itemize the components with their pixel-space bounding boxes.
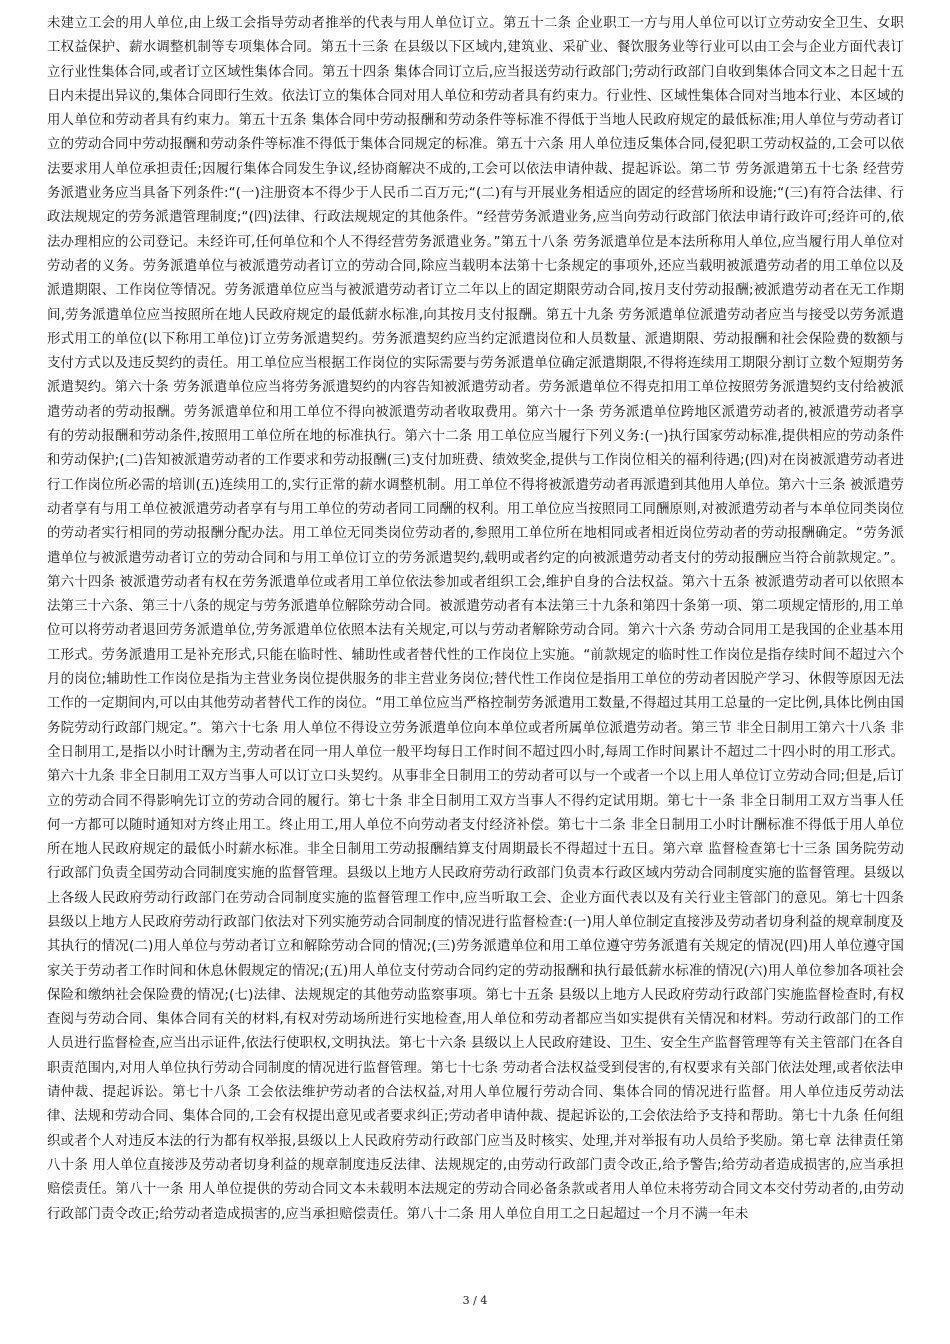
document-body-text: 未建立工会的用人单位,由上级工会指导劳动者推举的代表与用人单位订立。第五十二条 企业职工一方与用人单位可以订立劳动安全卫生、女职工权益保护、薪水调整机制等专项集体合同。第五十三条 在县级以下区域内,建筑业、采矿业、餐饮服务业等行业可以由工会与企业方面代表订立行业性集体合同,或者订立区域性集体合同。第五十四条 集体合同订立后,应当报送劳动行政部门;劳动行政部门自收到集体合同文本之日起十五日内未提出异议的,集体合同即行生效。依法订立的集体合同对用人单位和劳动者具有约束力。行业性、区域性集体合同对当地本行业、本区域的用人单位和劳动者具有约束力。第五十五条 集体合同中劳动报酬和劳动条件等标准不得低于当地人民政府规定的最低标准;用人单位与劳动者订立的劳动合同中劳动报酬和劳动条件等标准不得低于集体合同规定的标准。第五十六条 用人单位违反集体合同,侵犯职工劳动权益的,工会可以依法要求用人单位承担责任;因履行集体合同发生争议,经协商解决不成的,工会可以依法申请仲裁、提起诉讼。第二节 劳务派遣第五十七条 经营劳务派遣业务应当具备下列条件:“(一)注册资本不得少于人民币二百万元;“(二)有与开展业务相适应的固定的经营场所和设施;“(三)有符合法律、行政法规规定的劳务派遣管理制度;“(四)法律、行政法规规定的其他条件。“经营劳务派遣业务,应当向劳动行政部门依法申请行政许可;经许可的,依法办理相应的公司登记。未经许可,任何单位和个人不得经营劳务派遣业务。”第五十八条 劳务派遣单位是本法所称用人单位,应当履行用人单位对劳动者的义务。劳务派遣单位与被派遣劳动者订立的劳动合同,除应当载明本法第十七条规定的事项外,还应当载明被派遣劳动者的用工单位以及派遣期限、工作岗位等情况。劳务派遣单位应当与被派遣劳动者订立二年以上的固定期限劳动合同,按月支付劳动报酬;被派遣劳动者在无工作期间,劳务派遣单位应当按照所在地人民政府规定的最低薪水标准,向其按月支付报酬。第五十九条 劳务派遣单位派遣劳动者应当与接受以劳务派遣形式用工的单位(以下称用工单位)订立劳务派遣契约。劳务派遣契约应当约定派遣岗位和人员数量、派遣期限、劳动报酬和社会保险费的数额与支付方式以及违反契约的责任。用工单位应当根据工作岗位的实际需要与劳务派遣单位确定派遣期限,不得将连续用工期限分割订立数个短期劳务派遣契约。第六十条 劳务派遣单位应当将劳务派遣契约的内容告知被派遣劳动者。劳务派遣单位不得克扣用工单位按照劳务派遣契约支付给被派遣劳动者的劳动报酬。劳务派遣单位和用工单位不得向被派遣劳动者收取费用。第六十一条 劳务派遣单位跨地区派遣劳动者的,被派遣劳动者享有的劳动报酬和劳动条件,按照用工单位所在地的标准执行。第六十二条 用工单位应当履行下列义务:(一)执行国家劳动标准,提供相应的劳动条件和劳动保护;(二)告知被派遣劳动者的工作要求和劳动报酬(三)支付加班费、绩效奖金,提供与工作岗位相关的福利待遇;(四)对在岗被派遣劳动者进行工作岗位所必需的培训(五)连续用工的,实行正常的薪水调整机制。用工单位不得将被派遣劳动者再派遣到其他用人单位。第六十三条 被派遣劳动者享有与用工单位被派遣劳动者享有与用工单位的劳动者同工同酬的权利。用工单位应当按照同工同酬原则,对被派遣劳动者与本单位同类岗位的劳动者实行相同的劳动报酬分配办法。用工单位无同类岗位劳动者的,参照用工单位所在地相同或者相近岗位劳动者的劳动报酬确定。“劳务派遣单位与被派遣劳动者订立的劳动合同和与用工单位订立的劳务派遣契约,载明或者约定的向被派遣劳动者支付的劳动报酬应当符合前款规定。”。第六十四条 被派遣劳动者有权在劳务派遣单位或者用工单位依法参加或者组织工会,维护自身的合法权益。第六十五条 被派遣劳动者可以依照本法第三十六条、第三十八条的规定与劳务派遣单位解除劳动合同。被派遣劳动者有本法第三十九条和第四十条第一项、第二项规定情形的,用工单位可以将劳动者退回劳务派遣单位,劳务派遣单位依照本法有关规定,可以与劳动者解除劳动合同。第六十六条 劳动合同用工是我国的企业基本用工形式。劳务派遣用工是补充形式,只能在临时性、辅助性或者替代性的工作岗位上实施。“前款规定的临时性工作岗位是指存续时间不超过六个月的岗位;辅助性工作岗位是指为主营业务岗位提供服务的非主营业务岗位;替代性工作岗位是指用工单位的劳动者因脱产学习、休假等原因无法工作的一定期间内,可以由其他劳动者替代工作的岗位。“用工单位应当严格控制劳务派遣用工数量,不得超过其用工总量的一定比例,具体比例由国务院劳动行政部门规定。”。第六十七条 用人单位不得设立劳务派遣单位向本单位或者所属单位派遣劳动者。第三节 非全日制用工第六十八条 非全日制用工,是指以小时计酬为主,劳动者在同一用人单位一般平均每日工作时间不超过四小时,每周工作时间累计不超过二十四小时的用工形式。第六十九条 非全日制用工双方当事人可以订立口头契约。从事非全日制用工的劳动者可以与一个或者一个以上用人单位订立劳动合同;但是,后订立的劳动合同不得影响先订立的劳动合同的履行。第七十条 非全日制用工双方当事人不得约定试用期。第七十一条 非全日制用工双方当事人任何一方都可以随时通知对方终止用工。终止用工,用人单位不向劳动者支付经济补偿。第七十二条 非全日制用工小时计酬标准不得低于用人单位所在地人民政府规定的最低小时薪水标准。非全日制用工劳动报酬结算支付周期最长不得超过十五日。第六章 监督检查第七十三条 国务院劳动行政部门负责全国劳动合同制度实施的监督管理。县级以上地方人民政府劳动行政部门负责本行政区域内劳动合同制度实施的监督管理。县级以上各级人民政府劳动行政部门在劳动合同制度实施的监督管理工作中,应当听取工会、企业方面代表以及有关行业主管部门的意见。第七十四条 县级以上地方人民政府劳动行政部门依法对下列实施劳动合同制度的情况进行监督检查:(一)用人单位制定直接涉及劳动者切身利益的规章制度及其执行的情况(二)用人单位与劳动者订立和解除劳动合同的情况;(三)劳务派遣单位和用工单位遵守劳务派遣有关规定的情况(四)用人单位遵守国家关于劳动者工作时间和休息休假规定的情况;(五)用人单位支付劳动合同约定的劳动报酬和执行最低薪水标准的情况(六)用人单位参加各项社会保险和缴纳社会保险费的情况;(七)法律、法规规定的其他劳动监察事项。第七十五条 县级以上地方人民政府劳动行政部门实施监督检查时,有权查阅与劳动合同、集体合同有关的材料,有权对劳动场所进行实地检查,用人单位和劳动者都应当如实提供有关情况和材料。劳动行政部门的工作人员进行监督检查,应当出示证件,依法行使职权,文明执法。第七十六条 县级以上人民政府建设、卫生、安全生产监督管理等有关主管部门在各自职责范围内,对用人单位执行劳动合同制度的情况进行监督管理。第七十七条 劳动者合法权益受到侵害的,有权要求有关部门依法处理,或者依法申请仲裁、提起诉讼。第七十八条 工会依法维护劳动者的合法权益,对用人单位履行劳动合同、集体合同的情况进行监督。用人单位违反劳动法律、法规和劳动合同、集体合同的,工会有权提出意见或者要求纠正;劳动者申请仲裁、提起诉讼的,工会依法给予支持和帮助。第七十九条 任何组织或者个人对违反本法的行为都有权举报,县级以上人民政府劳动行政部门应当及时核实、处理,并对举报有功人员给予奖励。第七章 法律责任第八十条 用人单位直接涉及劳动者切身利益的规章制度违反法律、法规规定的,由劳动行政部门责令改正,给予警告;给劳动者造成损害的,应当承担赔偿责任。第八十一条 用人单位提供的劳动合同文本未载明本法规定的劳动合同必备条款或者用人单位未将劳动合同文本交付劳动者的,由劳动行政部门责令改正;给劳动者造成损害的,应当承担赔偿责任。第八十二条 用人单位自用工之日起超过一个月不满一年未 <box>47 16 904 1222</box>
document-page <box>47 12 904 1227</box>
page-number: 3 / 4 <box>462 1294 488 1307</box>
